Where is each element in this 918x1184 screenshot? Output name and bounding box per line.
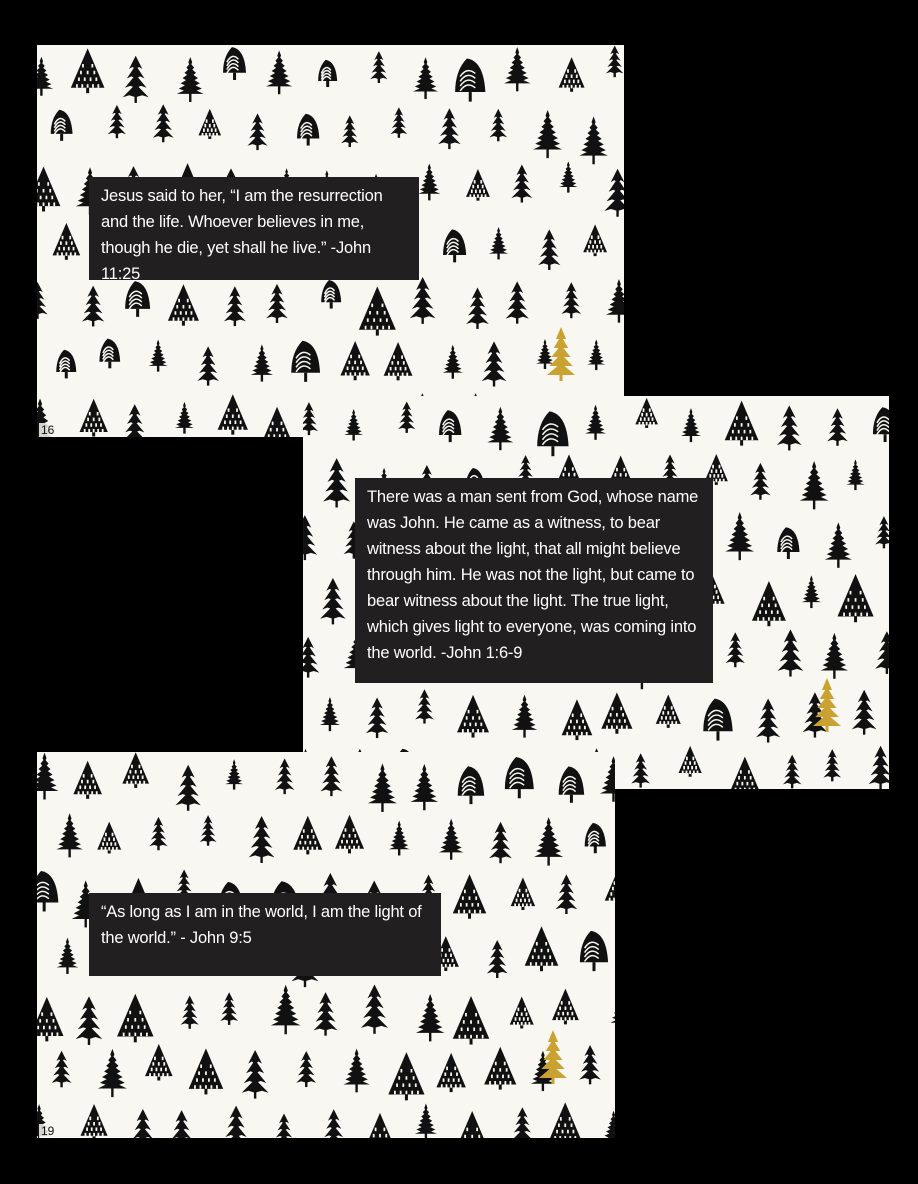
- gold-tree-icon: [545, 325, 577, 383]
- gold-tree-icon: [811, 676, 843, 734]
- scripture-card-1: [37, 45, 624, 437]
- page-number: 19: [41, 1124, 55, 1138]
- quote-box: “As long as I am in the world, I am the light of the world.” - John 9:5: [89, 893, 441, 976]
- quote-box: There was a man sent from God, whose name was John. He came as a witness, to bear witness about the light, that all might believe through him. He was not the light, but came to bear witness about the light. The true light, which gives light to everyone, was coming into the world. -John 1:6-9: [355, 478, 713, 683]
- gold-tree-icon: [537, 1028, 569, 1086]
- scripture-card-2: [303, 396, 889, 789]
- scripture-card-3: [37, 752, 615, 1138]
- page-number: 16: [41, 423, 55, 437]
- quote-box: Jesus said to her, “I am the resurrection and the life. Whoever believes in me, though he die, yet shall he live.” -John 11:25: [89, 177, 419, 280]
